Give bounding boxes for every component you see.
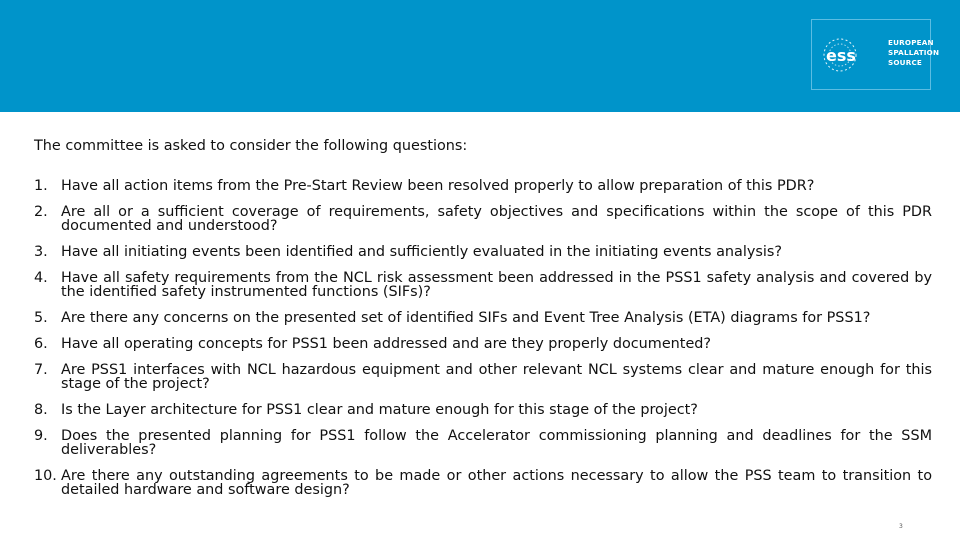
list-item-text: Are all or a sufficient coverage of requirements, safety objectives and specifications within the scope of this PDR documented and understood? [61,204,932,234]
logo-line-1: EUROPEAN [888,38,934,47]
list-item-text: Does the presented planning for PSS1 follow the Accelerator commissioning planning and deadlines for the SSM deliverables? [61,428,932,458]
list-item [34,205,932,233]
ess-logo-mark-text: ess [826,46,856,65]
list-item-text: Are there any outstanding agreements to be made or other actions necessary to allow the PSS team to transition to detailed hardware and software design? [61,468,932,498]
list-item-number: 10. [34,468,57,484]
list-item-number: 7. [34,362,48,378]
list-item-text: Have all action items from the Pre-Start Review been resolved properly to allow preparation of this PDR? [61,178,815,194]
list-item-number: 9. [34,428,48,444]
ess-logo-icon [820,36,884,76]
list-item [34,311,932,325]
list-item-text: Are PSS1 interfaces with NCL hazardous equipment and other relevant NCL systems clear and mature enough for this stage of the project? [61,362,932,392]
list-item-number: 5. [34,310,48,326]
list-item [34,337,932,351]
list-item [34,403,932,417]
list-item [34,245,932,259]
list-item [34,179,932,193]
page-number: 3 [899,523,903,530]
list-item-text: Are there any concerns on the presented set of identified SIFs and Event Tree Analysis (ETA) diagrams for PSS1? [61,310,871,326]
intro-text: The committee is asked to consider the following questions: [34,138,468,154]
list-item-number: 6. [34,336,48,352]
list-item-text: Have all operating concepts for PSS1 been addressed and are they properly documented? [61,336,712,352]
list-item [34,363,932,391]
list-item [34,429,932,457]
list-item-text: Is the Layer architecture for PSS1 clear and mature enough for this stage of the project? [61,402,698,418]
logo-line-3: SOURCE [888,58,923,67]
list-item [34,271,932,299]
logo-wordmark [888,38,939,68]
logo-line-2: SPALLATION [888,48,940,57]
questions-list [34,179,932,509]
list-item-text: Have all safety requirements from the NCL risk assessment been addressed in the PSS1 safety analysis and covered by the identified safety instrumented functions (SIFs)? [61,270,932,300]
ess-logo [811,19,940,90]
list-item-number: 4. [34,270,48,286]
list-item-number: 2. [34,204,48,220]
list-item-number: 3. [34,244,48,260]
list-item [34,469,932,497]
list-item-number: 1. [34,178,48,194]
list-item-text: Have all initiating events been identified and sufficiently evaluated in the initiating events analysis? [61,244,783,260]
list-item-number: 8. [34,402,48,418]
